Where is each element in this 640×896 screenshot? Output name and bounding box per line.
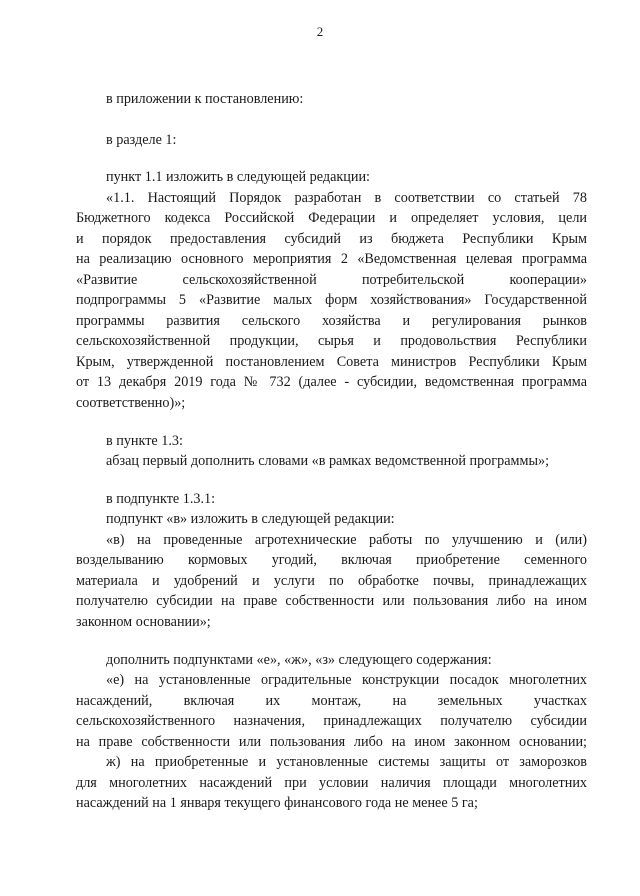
text-line: «в) на проведенные агротехнические работы по улучшению и (или)	[106, 532, 587, 548]
text-line: от 13 декабря 2019 года № 732 (далее - субсидии, ведомственная программа	[76, 374, 587, 390]
text-line: в разделе 1:	[106, 132, 177, 148]
text-line: для многолетних насаждений при условии наличия площади многолетних	[76, 775, 587, 791]
text-line: программы развития сельского хозяйства и регулирования рынков	[76, 313, 587, 329]
text-line: на реализацию основного мероприятия 2 «Ведомственная целевая программа	[76, 251, 587, 267]
text-line: ж) на приобретенные и установленные системы защиты от заморозков	[106, 754, 587, 770]
page-number: 2	[316, 24, 324, 39]
text-line: Бюджетного кодекса Российской Федерации и определяет условия, цели	[76, 210, 587, 226]
text-line: соответственно)»;	[76, 395, 186, 411]
text-line: в приложении к постановлению:	[106, 91, 304, 107]
text-line: и порядок предоставления субсидий из бюджета Республики Крым	[76, 231, 587, 247]
text-line: Крым, утвержденной постановлением Совета министров Республики Крым	[76, 354, 587, 370]
text-line: сельскохозяйственного назначения, принадлежащих получателю субсидии	[76, 713, 587, 729]
text-line: возделыванию кормовых угодий, включая приобретение семенного	[76, 552, 587, 568]
text-line: насаждений на 1 января текущего финансового года не менее 5 га;	[76, 795, 478, 811]
text-line: подпрограммы 5 «Развитие малых форм хозяйствования» Государственной	[76, 292, 587, 308]
text-line: получателю субсидии на праве собственности или пользования либо на ином	[76, 593, 587, 609]
text-line: дополнить подпунктами «е», «ж», «з» следующего содержания:	[106, 652, 492, 668]
text-line: законном основании»;	[76, 614, 211, 630]
text-line: в подпункте 1.3.1:	[106, 491, 216, 507]
text-line: «е) на установленные оградительные конструкции посадок многолетних	[106, 672, 587, 688]
text-line: на праве собственности или пользования либо на ином законном основании;	[76, 734, 587, 750]
text-line: абзац первый дополнить словами «в рамках ведомственной программы»;	[106, 453, 550, 469]
text-line: материала и удобрений и услуги по обработке почвы, принадлежащих	[76, 573, 587, 589]
text-line: насаждений, включая их монтаж, на земельных участках	[76, 693, 587, 709]
text-line: «Развитие сельскохозяйственной потребительской кооперации»	[76, 272, 587, 288]
text-line: подпункт «в» изложить в следующей редакции:	[106, 511, 395, 527]
text-line: «1.1. Настоящий Порядок разработан в соответствии со статьей 78	[106, 190, 587, 206]
text-line: пункт 1.1 изложить в следующей редакции:	[106, 169, 370, 185]
text-line: сельскохозяйственной продукции, сырья и продовольствия Республики	[76, 333, 587, 349]
text-line: в пункте 1.3:	[106, 433, 183, 449]
